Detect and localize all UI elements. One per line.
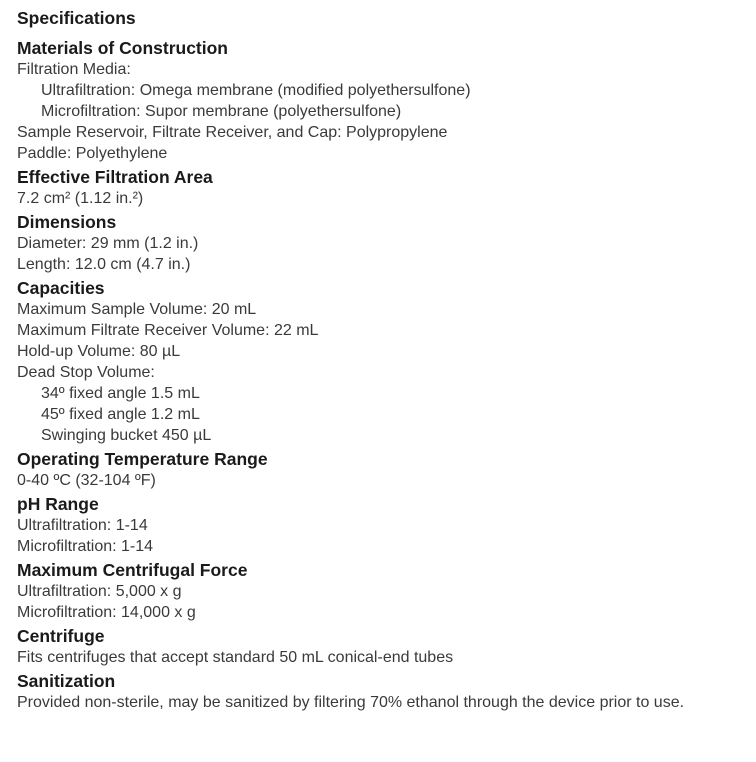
section-heading: Operating Temperature Range (17, 449, 268, 469)
section-heading: Dimensions (17, 212, 117, 232)
section-heading: Capacities (17, 278, 105, 298)
spec-line: 0-40 ºC (32-104 ºF) (17, 472, 156, 489)
spec-line: Microfiltration: 1-14 (17, 538, 154, 555)
spec-line: Maximum Filtrate Receiver Volume: 22 mL (17, 322, 319, 339)
section-heading: Materials of Construction (17, 38, 228, 58)
spec-line: Paddle: Polyethylene (17, 145, 168, 162)
spec-line: Ultrafiltration: Omega membrane (modified polyethersulfone) (41, 82, 471, 99)
section-heading: Centrifuge (17, 626, 105, 646)
spec-line: Sample Reservoir, Filtrate Receiver, and Cap: Polypropylene (17, 124, 448, 141)
section-temperature (17, 449, 756, 491)
spec-line: 7.2 cm² (1.12 in.²) (17, 190, 144, 207)
page-title: Specifications (17, 8, 136, 28)
section-heading: Effective Filtration Area (17, 167, 213, 187)
section-heading: pH Range (17, 494, 99, 514)
spec-line: Microfiltration: Supor membrane (polyethersulfone) (41, 103, 402, 120)
section-heading: Maximum Centrifugal Force (17, 560, 248, 580)
spec-line: 34º fixed angle 1.5 mL (41, 385, 200, 402)
spec-line: Dead Stop Volume: (17, 364, 155, 381)
section-centrifuge (17, 626, 756, 668)
spec-line: Filtration Media: (17, 61, 131, 78)
section-ph-range (17, 494, 756, 557)
spec-line: Diameter: 29 mm (1.2 in.) (17, 235, 199, 252)
spec-line: 45º fixed angle 1.2 mL (41, 406, 200, 423)
spec-line: Provided non-sterile, may be sanitized by filtering 70% ethanol through the device prior to use. (17, 694, 685, 711)
spec-line: Swinging bucket 450 µL (41, 427, 212, 444)
section-centrifugal-force (17, 560, 756, 623)
spec-line: Ultrafiltration: 5,000 x g (17, 583, 182, 600)
section-filtration-area (17, 167, 756, 209)
section-capacities (17, 278, 756, 446)
spec-line: Ultrafiltration: 1-14 (17, 517, 148, 534)
section-materials (17, 38, 756, 164)
spec-line: Microfiltration: 14,000 x g (17, 604, 196, 621)
spec-line: Maximum Sample Volume: 20 mL (17, 301, 257, 318)
section-sanitization (17, 671, 756, 713)
spec-line: Hold-up Volume: 80 µL (17, 343, 181, 360)
section-dimensions (17, 212, 756, 275)
section-heading: Sanitization (17, 671, 116, 691)
spec-line: Length: 12.0 cm (4.7 in.) (17, 256, 191, 273)
spec-line: Fits centrifuges that accept standard 50 mL conical-end tubes (17, 649, 454, 666)
